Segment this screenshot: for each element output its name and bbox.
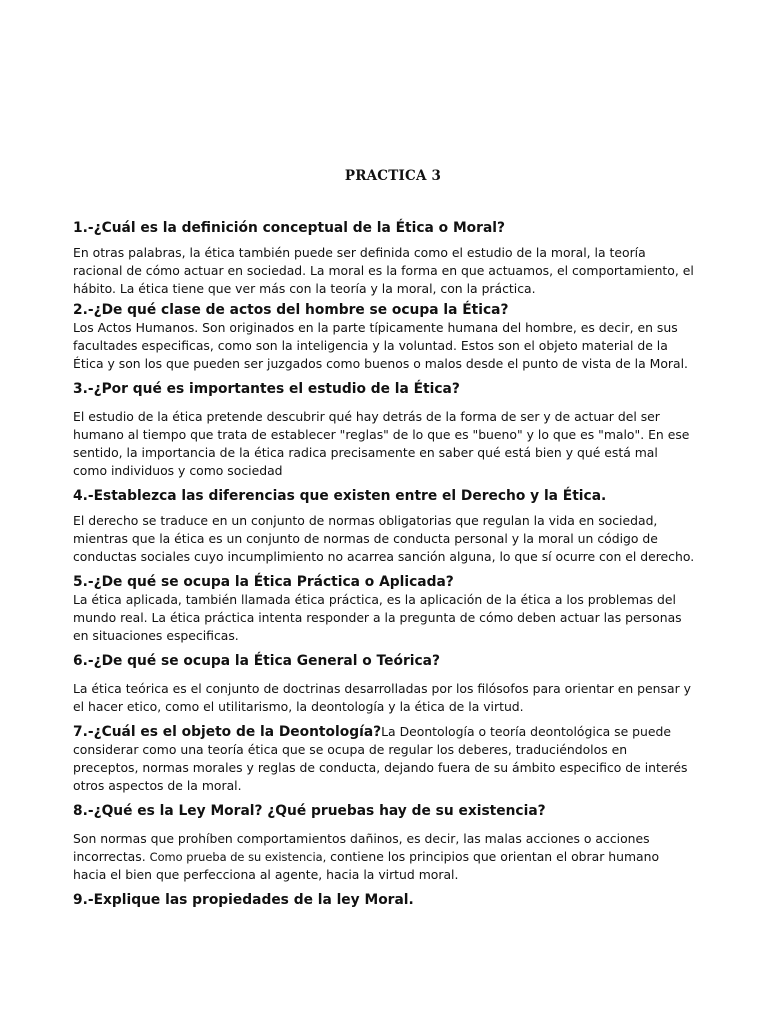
document-body	[73, 219, 695, 909]
question-3: 3.-¿Por qué es importantes el estudio de la Ética?	[73, 381, 460, 397]
question-1: 1.-¿Cuál es la definición conceptual de la Ética o Moral?	[73, 220, 506, 236]
answer-5: La ética aplicada, también llamada ética práctica, es la aplicación de la ética a los problemas del mundo real. La ética práctica intenta responder a la pregunta de cómo deben actuar las personas en situaciones especificas.	[73, 592, 682, 643]
question-9: 9.-Explique las propiedades de la ley Moral.	[73, 892, 414, 908]
question-2: 2.-¿De qué clase de actos del hombre se ocupa la Ética?	[73, 302, 509, 318]
question-4: 4.-Establezca las diferencias que existen entre el Derecho y la Ética.	[73, 488, 607, 504]
question-8: 8.-¿Qué es la Ley Moral? ¿Qué pruebas hay de su existencia?	[73, 803, 546, 819]
question-7: 7.-¿Cuál es el objeto de la Deontología?	[73, 724, 382, 740]
answer-8-part-2: Como prueba de su existencia,	[149, 850, 327, 864]
question-6: 6.-¿De qué se ocupa la Ética General o Teórica?	[73, 653, 440, 669]
question-5: 5.-¿De qué se ocupa la Ética Práctica o Aplicada?	[73, 574, 454, 590]
answer-8-part-3: contiene los principios que orientan el obrar humano hacia el bien que perfecciona al agente, hacia la virtud moral.	[73, 849, 660, 882]
answer-6: La ética teórica es el conjunto de doctrinas desarrolladas por los filósofos para orientar en pensar y el hacer etico, como el utilitarismo, la deontología y la ética de la virtud.	[73, 681, 691, 714]
answer-4: El derecho se traduce en un conjunto de normas obligatorias que regulan la vida en sociedad, mientras que la ética es un conjunto de normas de conducta personal y la moral un código de conductas sociales cuyo incumplimiento no acarrea sanción alguna, lo que sí ocurre con el derecho.	[73, 513, 695, 564]
answer-8	[73, 830, 695, 884]
page-title: PRACTICA 3	[344, 168, 442, 184]
answer-1: En otras palabras, la ética también puede ser definida como el estudio de la moral, la teoría racional de cómo actuar en sociedad. La moral es la forma en que actuamos, el comportamiento, el hábito. La ética tiene que ver más con la teoría y la moral, con la práctica.	[73, 245, 694, 296]
answer-8-part-1: Son normas que prohíben comportamientos dañinos, es decir, las malas acciones o acciones incorrectas.	[73, 831, 650, 864]
section-7	[73, 723, 695, 795]
answer-3: El estudio de la ética pretende descubrir qué hay detrás de la forma de ser y de actuar del ser humano al tiempo que trata de establecer "reglas" de lo que es "bueno" y lo que es "malo". En ese sentido, la importancia de la ética radica precisamente en saber qué está bien y qué está mal como individuos y como sociedad	[73, 409, 690, 478]
answer-2: Los Actos Humanos. Son originados en la parte típicamente humana del hombre, es decir, en sus facultades especificas, como son la inteligencia y la voluntad. Estos son el objeto material de la Ética y son los que pueden ser juzgados como buenos o malos desde el punto de vista de la Moral.	[73, 320, 688, 371]
answer-7: La Deontología o teoría deontológica se puede considerar como una teoría ética que se ocupa de regular los deberes, traduciéndolos en preceptos, normas morales y reglas de conducta, dejando fuera de su ámbito especifico de interés otros aspectos de la moral.	[73, 724, 688, 793]
